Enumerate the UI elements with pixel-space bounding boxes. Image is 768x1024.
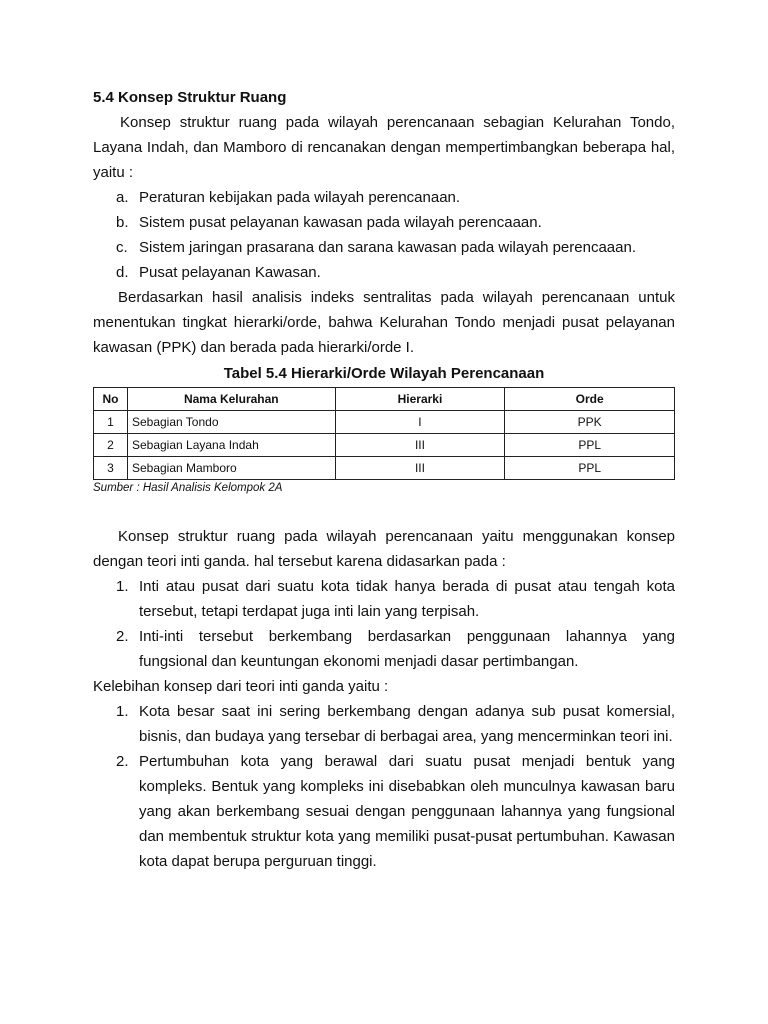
cell-orde: PPL <box>505 434 675 457</box>
header-nama-kelurahan: Nama Kelurahan <box>127 388 335 411</box>
cell-kelurahan: Sebagian Mamboro <box>127 457 335 480</box>
list-item: d. Pusat pelayanan Kawasan. <box>116 264 321 281</box>
document-content <box>93 85 675 874</box>
list-item: a. Peraturan kebijakan pada wilayah perencanaan. <box>116 189 461 206</box>
concept-list <box>93 574 675 674</box>
table-header-row <box>94 388 675 411</box>
list-item: 1. Inti atau pusat dari suatu kota tidak hanya berada di pusat atau tengah kota tersebut, tetapi terdapat juga inti lain yang terpisah. <box>116 578 675 620</box>
cell-hierarki: I <box>335 411 505 434</box>
criteria-list <box>93 185 675 285</box>
section-intro: Konsep struktur ruang pada wilayah perencanaan sebagian Kelurahan Tondo, Layana Indah, dan Mamboro di rencanakan dengan mempertimbangkan beberapa hal, yaitu : <box>93 114 675 181</box>
header-orde: Orde <box>505 388 675 411</box>
cell-orde: PPL <box>505 457 675 480</box>
analysis-paragraph: Berdasarkan hasil analisis indeks sentralitas pada wilayah perencanaan untuk menentukan tingkat hierarki/orde, bahwa Kelurahan Tondo menjadi pusat pelayanan kawasan (PPK) dan berada pada hierarki/orde I. <box>93 289 675 356</box>
cell-no: 3 <box>94 457 128 480</box>
table-title: Tabel 5.4 Hierarki/Orde Wilayah Perencanaan <box>223 365 545 382</box>
list-item: b. Sistem pusat pelayanan kawasan pada wilayah perencaaan. <box>116 214 542 231</box>
cell-kelurahan: Sebagian Layana Indah <box>127 434 335 457</box>
advantages-list <box>93 699 675 874</box>
list-item: 2. Pertumbuhan kota yang berawal dari suatu pusat menjadi bentuk yang kompleks. Bentuk yang kompleks ini disebabkan oleh munculnya kawasan baru yang akan berkembang sesuai dengan penggunaan lahannya yang fungsional dan membentuk struktur kota yang memiliki pusat-pusat pertumbuhan. Kawasan kota dapat berupa perguruan tinggi. <box>116 753 675 870</box>
cell-hierarki: III <box>335 457 505 480</box>
hierarchy-table <box>93 387 675 480</box>
header-hierarki: Hierarki <box>335 388 505 411</box>
cell-orde: PPK <box>505 411 675 434</box>
list-item: 1. Kota besar saat ini sering berkembang dengan adanya sub pusat komersial, bisnis, dan budaya yang tersebar di berbagai area, yang mencerminkan teori ini. <box>116 703 675 745</box>
table-row <box>94 411 675 434</box>
list-item: 2. Inti-inti tersebut berkembang berdasarkan penggunaan lahannya yang fungsional dan keuntungan ekonomi menjadi dasar pertimbangan. <box>116 628 675 670</box>
cell-no: 2 <box>94 434 128 457</box>
cell-no: 1 <box>94 411 128 434</box>
advantages-title: Kelebihan konsep dari teori inti ganda yaitu : <box>93 678 389 695</box>
list-item: c. Sistem jaringan prasarana dan sarana kawasan pada wilayah perencaaan. <box>116 239 636 256</box>
cell-hierarki: III <box>335 434 505 457</box>
header-no: No <box>94 388 128 411</box>
concept-intro: Konsep struktur ruang pada wilayah perencanaan yaitu menggunakan konsep dengan teori inti ganda. hal tersebut karena didasarkan pada : <box>93 528 675 570</box>
section-title: 5.4 Konsep Struktur Ruang <box>93 89 287 106</box>
cell-kelurahan: Sebagian Tondo <box>127 411 335 434</box>
table-source: Sumber : Hasil Analisis Kelompok 2A <box>93 482 283 494</box>
table-row <box>94 434 675 457</box>
table-row <box>94 457 675 480</box>
